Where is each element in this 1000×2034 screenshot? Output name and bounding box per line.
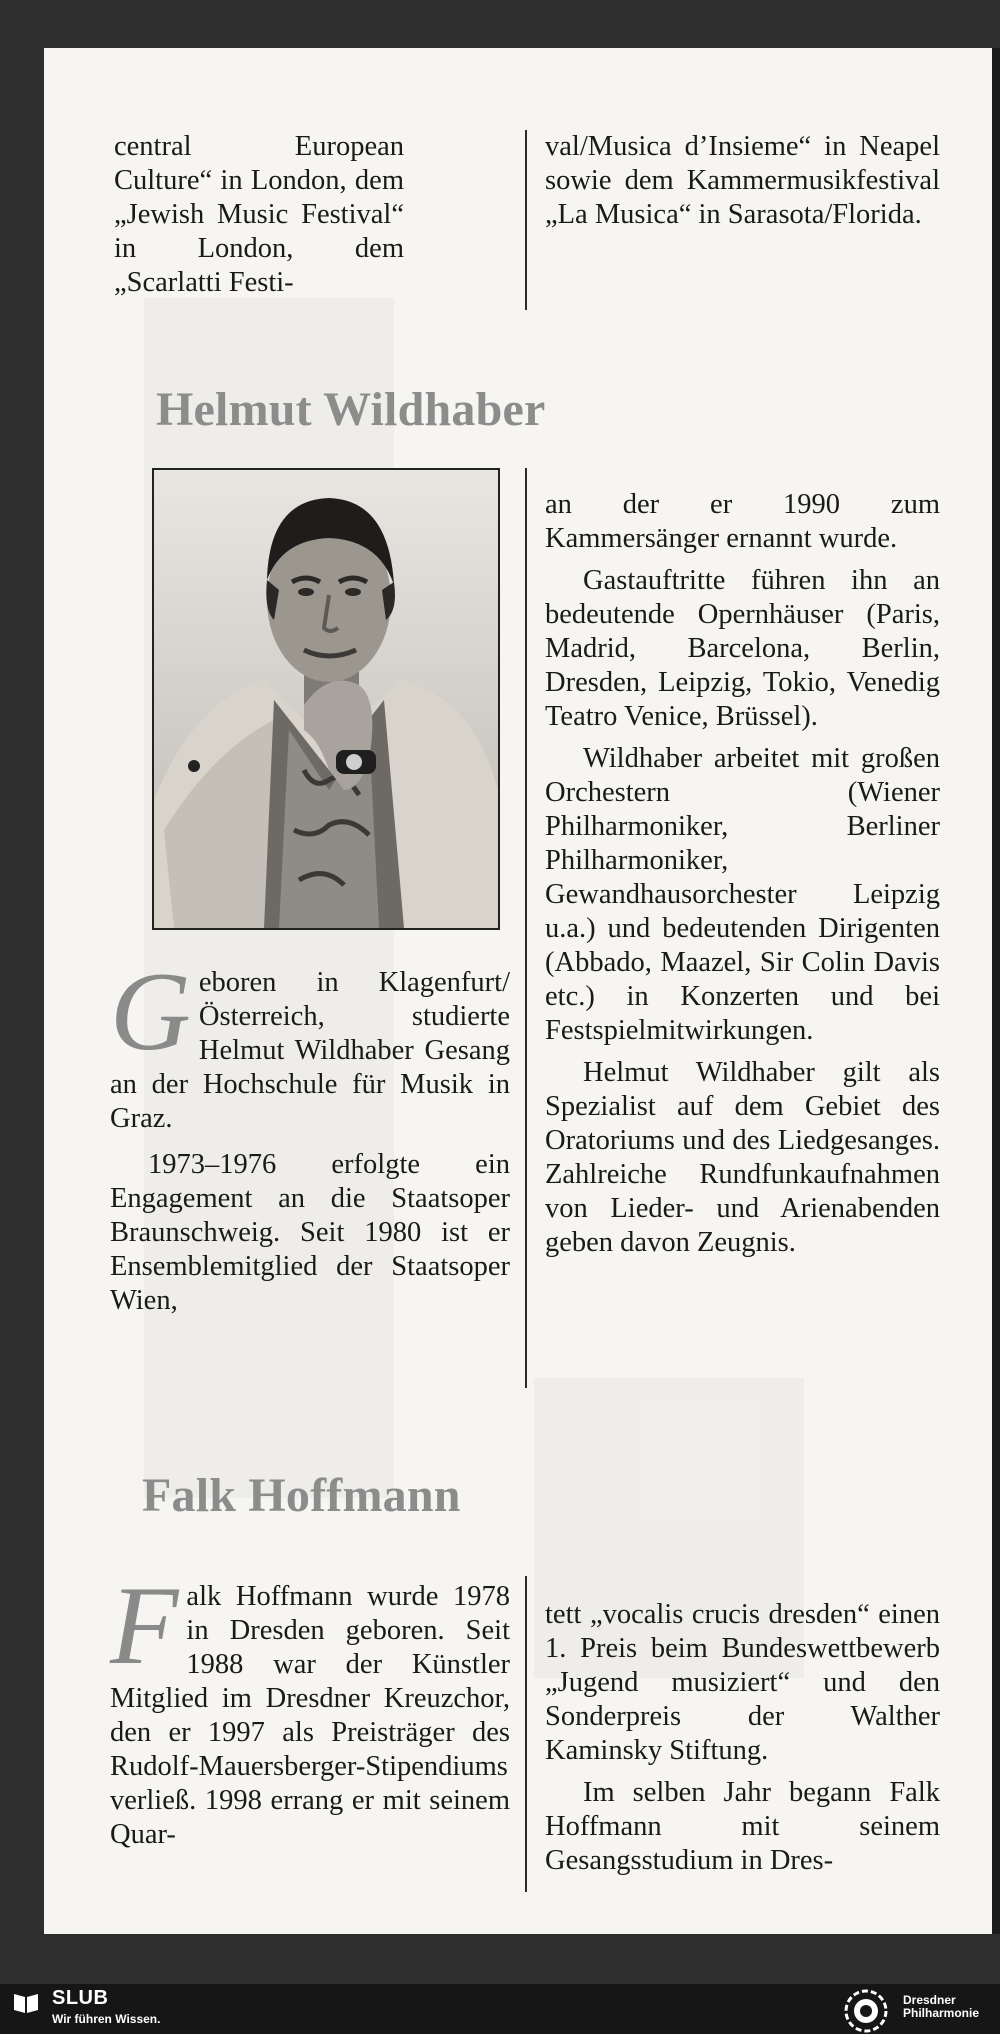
intro-col-left bbox=[114, 130, 404, 300]
wildhaber-right-p1: an der er 1990 zum Kammersänger ernannt wurde. bbox=[545, 489, 940, 554]
intro-left-text: central European Culture“ in London, dem „Jewish Music Festival“ in London, dem „Scarlatti Festi- bbox=[114, 131, 404, 298]
dropcap-g: G bbox=[110, 950, 191, 1074]
wildhaber-left-p1 bbox=[110, 950, 510, 1136]
partner-name-line1: Dresdner bbox=[903, 1993, 956, 2007]
column-divider-1 bbox=[525, 130, 527, 310]
dresdner-philharmonie-logo bbox=[843, 1988, 889, 2034]
column-divider-2 bbox=[525, 468, 527, 1388]
dropcap-f: F bbox=[110, 1564, 179, 1688]
portrait-illustration bbox=[154, 470, 498, 928]
footer-bar bbox=[0, 1984, 1000, 2034]
slub-tagline: Wir führen Wissen. bbox=[52, 2012, 161, 2026]
wildhaber-left-p2: 1973–1976 erfolgte ein Engagement an die Staatsoper Braunschweig. Seit 1980 ist er Ensemblemitglied der Staatsoper Wien, bbox=[110, 1149, 510, 1316]
wildhaber-col-right bbox=[545, 488, 940, 1260]
heading-hoffmann: Falk Hoffmann bbox=[142, 1469, 461, 1522]
hoffmann-col-right bbox=[545, 1598, 940, 1878]
wildhaber-right-p2: Gastauftritte führen ihn an bedeutende Opernhäuser (Paris, Madrid, Barcelona, Berlin, Dresden, Leipzig, Tokio, Venedig Teatro Venice, Brüssel). bbox=[545, 565, 940, 732]
partner-name bbox=[903, 1994, 1000, 2020]
wildhaber-left-p1-text: eboren in Klagenfurt/Österreich, studierte Helmut Wildhaber Gesang an der Hochschule für Musik in Graz. bbox=[110, 967, 510, 1134]
heading-wildhaber: Helmut Wildhaber bbox=[156, 383, 546, 436]
wildhaber-col-left bbox=[110, 950, 510, 1318]
partner-name-line2: Philharmonie bbox=[903, 2006, 980, 2020]
wildhaber-right-p4: Helmut Wildhaber gilt als Spezialist auf dem Gebiet des Oratoriums und des Liedgesanges. Zahlreiche Rundfunkaufnahmen von Lieder- und Arienabenden geben davon Zeugnis. bbox=[545, 1057, 940, 1258]
column-divider-3 bbox=[525, 1576, 527, 1892]
wildhaber-right-p3: Wildhaber arbeitet mit großen Orchestern (Wiener Philharmoniker, Berliner Philharmoniker, Gewandhausorchester Leipzig u.a.) und bedeutenden Dirigenten (Abbado, Maazel, Sir Colin Davis etc.) in Konzerten und bei Festspielmitwirkungen. bbox=[545, 743, 940, 1046]
hoffmann-col-left bbox=[110, 1564, 510, 1852]
hoffmann-right-p1: tett „vocalis crucis dresden“ einen 1. Preis beim Bundeswettbewerb „Jugend musiziert“ und den Sonderpreis der Walther Kaminsky Stiftung. bbox=[545, 1599, 940, 1766]
hoffmann-left-p1-text: alk Hoffmann wurde 1978 in Dresden geboren. Seit 1988 war der Künstler Mitglied im Dresdner Kreuzchor, den er 1997 als Preisträger des Rudolf-Mauersberger-Stipendiums verließ. 1998 errang er mit seinem Quar- bbox=[110, 1581, 510, 1850]
hoffmann-right-p2: Im selben Jahr begann Falk Hoffmann mit seinem Gesangsstudium in Dres- bbox=[545, 1777, 940, 1876]
hoffmann-left-p1 bbox=[110, 1564, 510, 1852]
portrait-photo bbox=[152, 468, 500, 930]
slub-book-icon bbox=[13, 1992, 39, 2014]
scanned-page bbox=[44, 48, 1000, 1934]
intro-col-right bbox=[545, 130, 940, 232]
intro-right-text: val/Musica d’Insieme“ in Neapel sowie dem Kammermusikfestival „La Musica“ in Sarasota/Florida. bbox=[545, 131, 940, 230]
slub-name: SLUB bbox=[52, 1987, 109, 2009]
